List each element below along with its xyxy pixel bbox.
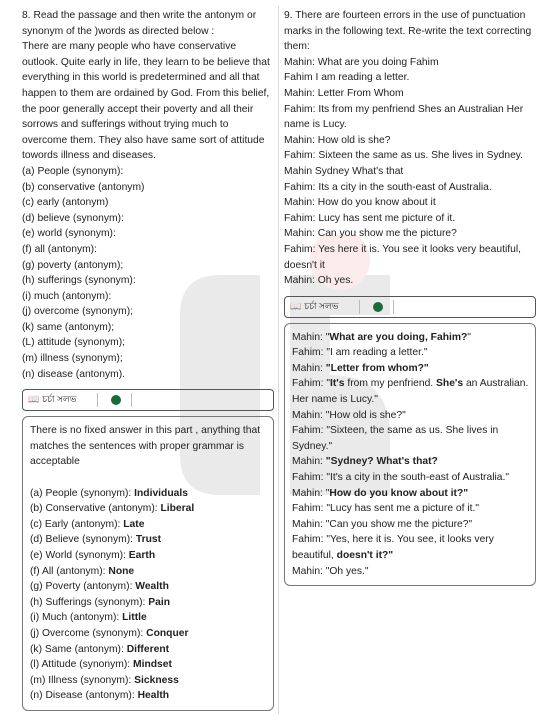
solve-tag — [22, 389, 274, 411]
answer-question: (c) Early (antonym): — [30, 518, 124, 530]
answer-segment: Mahin: " — [292, 487, 330, 499]
answer-item — [30, 486, 267, 502]
answer-value: Sickness — [134, 674, 179, 686]
answer-segment: Mahin: "Can you show me the picture?" — [292, 518, 473, 530]
question-9 — [284, 8, 536, 586]
answer-segment: It's — [330, 378, 345, 390]
answer-segment: Fahim: "Yes, here it is. You see, it looks very beautiful, — [292, 534, 494, 561]
tag-label: চর্চা সলভ — [304, 300, 339, 311]
answer-item — [30, 532, 267, 548]
answer-question: (j) Overcome (synonym): — [30, 627, 147, 639]
answer-item — [30, 595, 267, 611]
answer-line — [292, 517, 529, 533]
answer-segment: Mahin: — [292, 456, 326, 468]
answer-line — [292, 501, 529, 517]
answer-value: Trust — [135, 534, 162, 546]
answer-value: Late — [123, 518, 145, 530]
answer-segment: Fahim: "It's a city in the south-east of Australia." — [292, 472, 510, 484]
q9-heading: 9. There are fourteen errors in the use of punctuation marks in the following text. Re-write the text correcting them: — [284, 10, 532, 53]
solve-tag — [284, 296, 536, 318]
dialogue-line: Mahin: Oh yes. — [284, 275, 354, 287]
list-item: (m) illness (synonym); — [22, 353, 123, 365]
question-8 — [22, 8, 274, 711]
answer-question: (l) Attitude (synonym): — [30, 659, 133, 671]
answer-value: Mindset — [133, 659, 172, 671]
dialogue-line: Mahin: How old is she? — [284, 134, 391, 146]
q8-answer-list — [30, 486, 267, 704]
list-item: (i) much (antonym): — [22, 290, 112, 302]
answer-segment: "Letter from whom?" — [325, 362, 429, 374]
answer-segment: Fahim: "Sixteen, the same as us. She lives in Sydney." — [292, 425, 499, 452]
list-item: (g) poverty (antonym); — [22, 259, 124, 271]
list-item: (f) all (antonym): — [22, 243, 97, 255]
answer-question: (m) Illness (synonym): — [30, 674, 135, 686]
book-icon: 📖 — [290, 300, 302, 311]
answer-segment: " — [467, 331, 471, 343]
answer-segment: Mahin: "How old is she?" — [292, 409, 406, 421]
q8-item-list — [22, 164, 274, 382]
answer-question: (n) Disease (antonym): — [30, 690, 138, 702]
list-item: (a) People (synonym): — [22, 165, 124, 177]
answer-item — [30, 548, 267, 564]
answer-segment: How do you know about it?" — [329, 487, 469, 499]
list-item: (k) same (antonym); — [22, 321, 115, 333]
tag-label: চর্চা সলভ — [42, 394, 77, 405]
dialogue-line: Mahin: Letter From Whom — [284, 87, 404, 99]
list-item: (b) conservative (antonym) — [22, 181, 145, 193]
answer-line — [292, 408, 529, 424]
answer-item — [30, 626, 267, 642]
answer-value: Liberal — [160, 503, 195, 515]
answer-segment: Mahin: " — [292, 331, 330, 343]
answer-segment: Fahim: "Lucy has sent me a picture of it." — [292, 503, 480, 515]
tag-separator — [359, 300, 360, 314]
answer-segment: Mahin: — [292, 362, 326, 374]
answer-segment: Fahim: "I am reading a letter." — [292, 347, 428, 359]
answer-value: Little — [122, 612, 147, 624]
status-dot — [373, 302, 383, 312]
status-dot — [111, 395, 121, 405]
q9-dialogue — [284, 55, 536, 289]
answer-line — [292, 454, 529, 470]
answer-intro: There is no fixed answer in this part , anything that matches the sentences with proper grammar is acceptable — [30, 425, 261, 468]
answer-segment: from my penfriend. — [344, 378, 437, 390]
answer-value: None — [108, 565, 135, 577]
tag-separator — [393, 300, 394, 314]
dialogue-line: Fahim: Its a city in the south-east of Australia. — [284, 181, 492, 193]
dialogue-line: Fahim: Its from my penfriend Shes an Australian Her name is Lucy. — [284, 103, 524, 131]
dialogue-line: Fahim I am reading a letter. — [284, 72, 410, 84]
answer-item — [30, 642, 267, 658]
answer-value: Wealth — [135, 581, 169, 593]
dialogue-line: Mahin Sydney What's that — [284, 165, 404, 177]
answer-value: Conquer — [146, 627, 189, 639]
answer-item — [30, 501, 267, 517]
tag-separator — [131, 393, 132, 407]
answer-item — [30, 579, 267, 595]
q8-answer-box — [22, 416, 274, 711]
dialogue-line: Mahin: How do you know about it — [284, 197, 436, 209]
list-item: (j) overcome (synonym); — [22, 306, 133, 318]
answer-segment: "Sydney? What's that? — [325, 456, 438, 468]
list-item: (c) early (antonym) — [22, 197, 109, 209]
answer-item — [30, 657, 267, 673]
answer-value: Different — [126, 643, 170, 655]
answer-line — [292, 532, 529, 563]
answer-question: (f) All (antonym): — [30, 565, 109, 577]
answer-segment: Fahim: " — [292, 378, 330, 390]
answer-item — [30, 688, 267, 704]
answer-value: Pain — [148, 596, 171, 608]
answer-segment: What are you doing, Fahim? — [329, 331, 468, 343]
dialogue-line: Fahim: Yes here it is. You see it looks very beautiful, doesn't it — [284, 243, 521, 271]
list-item: (h) sufferings (synonym): — [22, 275, 136, 287]
answer-segment: Mahin: "Oh yes." — [292, 565, 369, 577]
column-divider — [278, 6, 279, 714]
dialogue-line: Mahin: Can you show me the picture? — [284, 228, 457, 240]
answer-item — [30, 517, 267, 533]
dialogue-line: Fahim: Sixteen the same as us. She lives in Sydney. — [284, 150, 524, 162]
answer-question: (h) Sufferings (synonym): — [30, 596, 149, 608]
list-item: (d) believe (synonym): — [22, 212, 124, 224]
answer-item — [30, 673, 267, 689]
answer-segment: an Australian. Her name is Lucy." — [292, 378, 529, 406]
answer-line — [292, 486, 529, 502]
q8-passage: There are many people who have conservative outlook. Quite early in life, they learn to be believe that everything in this world is predetermined and all that happen to them are ordained by God. From this belief, the poor generally accept their poverty and all their sorrows and sufferings without trying much to overcome them. They also have same sort of attitude towords illness and diseases. — [22, 41, 270, 162]
answer-question: (i) Much (antonym): — [30, 612, 123, 624]
answer-line — [292, 376, 529, 407]
answer-segment: doesn't it?" — [336, 550, 394, 561]
answer-value: Earth — [128, 550, 156, 561]
answer-value: Individuals — [134, 487, 188, 499]
dialogue-line: Mahin: What are you doing Fahim — [284, 56, 439, 68]
dialogue-line: Fahim: Lucy has sent me picture of it. — [284, 212, 456, 224]
q8-heading: 8. Read the passage and then write the antonym or synonym of the )words as directed below : — [22, 10, 257, 37]
list-item: (L) attitude (synonym); — [22, 337, 126, 349]
answer-question: (e) World (synonym): — [30, 550, 129, 561]
tag-separator — [97, 393, 98, 407]
list-item: (n) disease (antonym). — [22, 368, 126, 380]
q9-answer-box — [284, 323, 536, 587]
answer-question: (d) Believe (synonym): — [30, 534, 136, 546]
book-icon: 📖 — [28, 394, 40, 405]
list-item: (e) world (synonym): — [22, 228, 116, 240]
answer-line — [292, 423, 529, 454]
answer-question: (b) Conservative (antonym): — [30, 503, 161, 515]
answer-segment: She's — [436, 378, 464, 390]
answer-item — [30, 564, 267, 580]
q9-answer-list — [292, 330, 529, 580]
answer-question: (a) People (synonym): — [30, 487, 135, 499]
answer-item — [30, 610, 267, 626]
answer-line — [292, 361, 529, 377]
answer-line — [292, 345, 529, 361]
answer-value: Health — [137, 690, 170, 702]
answer-line — [292, 470, 529, 486]
answer-line — [292, 564, 529, 580]
answer-question: (k) Same (antonym): — [30, 643, 127, 655]
answer-question: (g) Poverty (antonym): — [30, 581, 136, 593]
answer-line — [292, 330, 529, 346]
